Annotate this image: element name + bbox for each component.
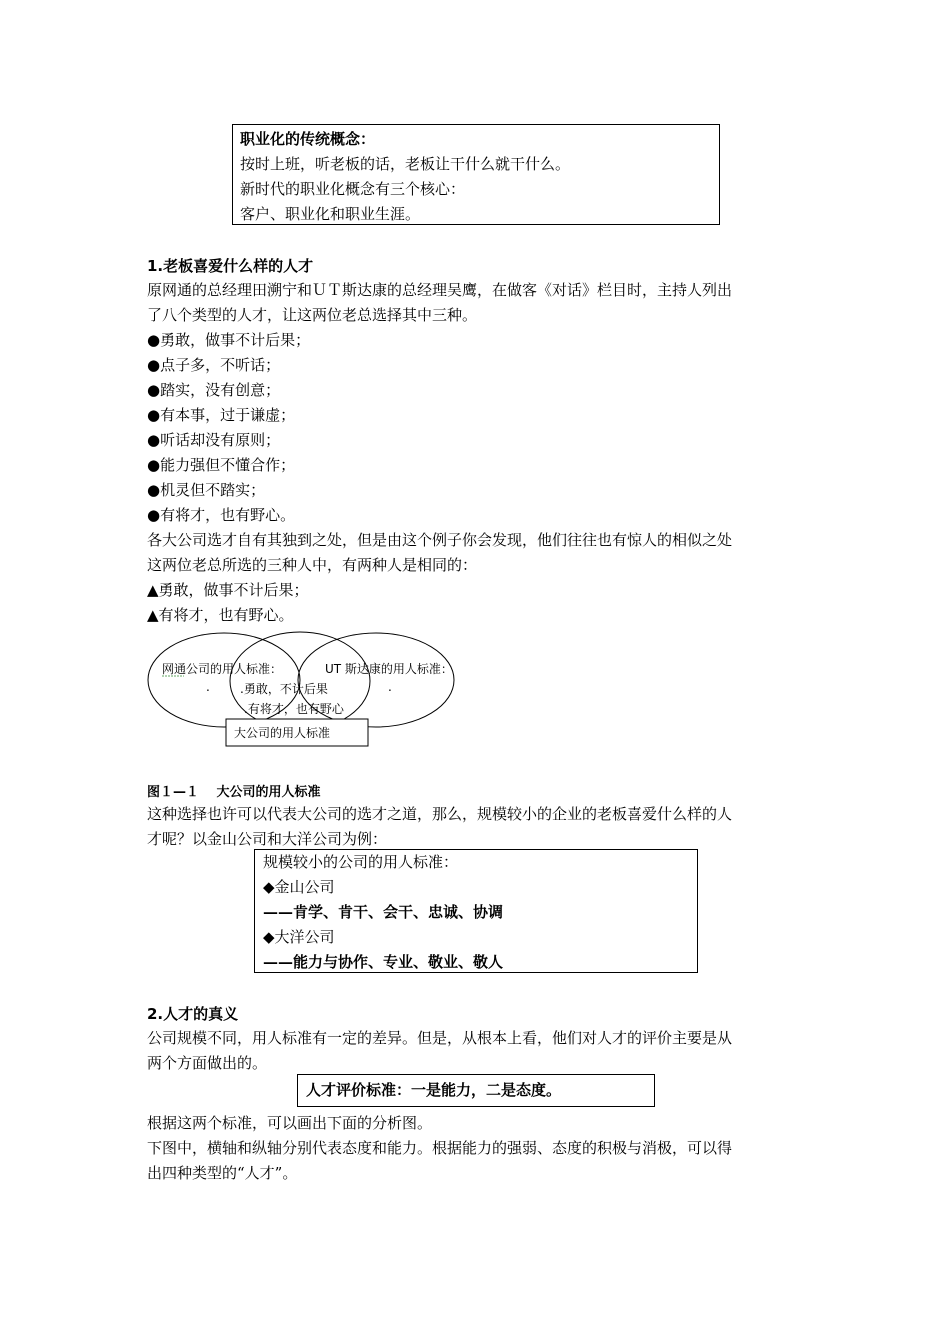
- bullet-item: ●有本事，过于谦虚；: [147, 406, 296, 424]
- section-heading: 1.老板喜爱什么样的人才: [147, 257, 314, 275]
- box-line: 按时上班，听老板的话，老板让干什么就干什么。: [240, 155, 571, 173]
- triangle-item: ▲有将才，也有野心。: [147, 606, 294, 624]
- bullet-item: ●勇敢，做事不计后果；: [147, 331, 311, 349]
- company-traits: ——能力与协作、专业、敬业、敬人: [263, 953, 504, 971]
- left-standard-label: 网通公司的用人标准：: [162, 662, 283, 676]
- right-dot: .: [388, 680, 392, 694]
- common-trait-1: .勇敢，不计后果: [240, 682, 328, 696]
- paragraph-line: 原网通的总经理田溯宁和ＵＴ斯达康的总经理吴鹰，在做客《对话》栏目时，主持人列出: [147, 281, 733, 299]
- paragraph-line: 下图中，横轴和纵轴分别代表态度和能力。根据能力的强弱、态度的积极与消极，可以得: [147, 1139, 733, 1157]
- right-standard-label: UT 斯达康的用人标准：: [325, 662, 453, 676]
- company-traits: ——肯学、肯干、会干、忠诚、协调: [263, 903, 504, 921]
- left-dot: .: [206, 680, 210, 694]
- paragraph-line: 公司规模不同，用人标准有一定的差异。但是，从根本上看，他们对人才的评价主要是从: [147, 1029, 733, 1047]
- evaluation-standard-box: [297, 1074, 655, 1107]
- paragraph-line: 这两位老总所选的三种人中，有两种人是相同的：: [147, 556, 478, 574]
- evaluation-standard: 人才评价标准：一是能力，二是态度。: [306, 1081, 562, 1099]
- paragraph-line: 了八个类型的人才，让这两位老总选择其中三种。: [147, 306, 478, 324]
- box-title: 职业化的传统概念：: [240, 130, 376, 148]
- paragraph-line: 才呢？以金山公司和大洋公司为例：: [147, 830, 388, 848]
- bullet-item: ●有将才，也有野心。: [147, 506, 296, 524]
- box-line: 客户、职业化和职业生涯。: [240, 205, 421, 223]
- venn-diagram: [140, 625, 470, 755]
- box-line: 新时代的职业化概念有三个核心：: [240, 180, 466, 198]
- paragraph-line: 两个方面做出的。: [147, 1054, 268, 1072]
- figure-caption: 图１—１ 大公司的用人标准: [147, 785, 321, 800]
- triangle-item: ▲勇敢，做事不计后果；: [147, 581, 309, 599]
- small-company-box: [254, 849, 698, 973]
- paragraph-line: 根据这两个标准，可以画出下面的分析图。: [147, 1114, 433, 1132]
- company-name: ◆大洋公司: [263, 928, 335, 946]
- bullet-item: ●听话却没有原则；: [147, 431, 281, 449]
- bullet-item: ●能力强但不懂合作；: [147, 456, 296, 474]
- label-box-text: 大公司的用人标准: [234, 726, 331, 740]
- traditional-concept-box: [232, 124, 720, 225]
- bullet-item: ●机灵但不踏实；: [147, 481, 266, 499]
- paragraph-line: 各大公司选才自有其独到之处，但是由这个例子你会发现，他们往往也有惊人的相似之处: [147, 531, 733, 549]
- paragraph-line: 出四种类型的“人才”。: [147, 1164, 298, 1182]
- bullet-item: ●点子多，不听话；: [147, 356, 281, 374]
- company-name: ◆金山公司: [263, 878, 335, 896]
- paragraph-line: 这种选择也许可以代表大公司的选才之道，那么，规模较小的企业的老板喜爱什么样的人: [147, 805, 733, 823]
- box-title: 规模较小的公司的用人标准：: [263, 853, 459, 871]
- common-trait-2: .有将才，也有野心: [244, 702, 344, 716]
- bullet-item: ●踏实，没有创意；: [147, 381, 281, 399]
- section-heading: 2.人才的真义: [147, 1005, 239, 1023]
